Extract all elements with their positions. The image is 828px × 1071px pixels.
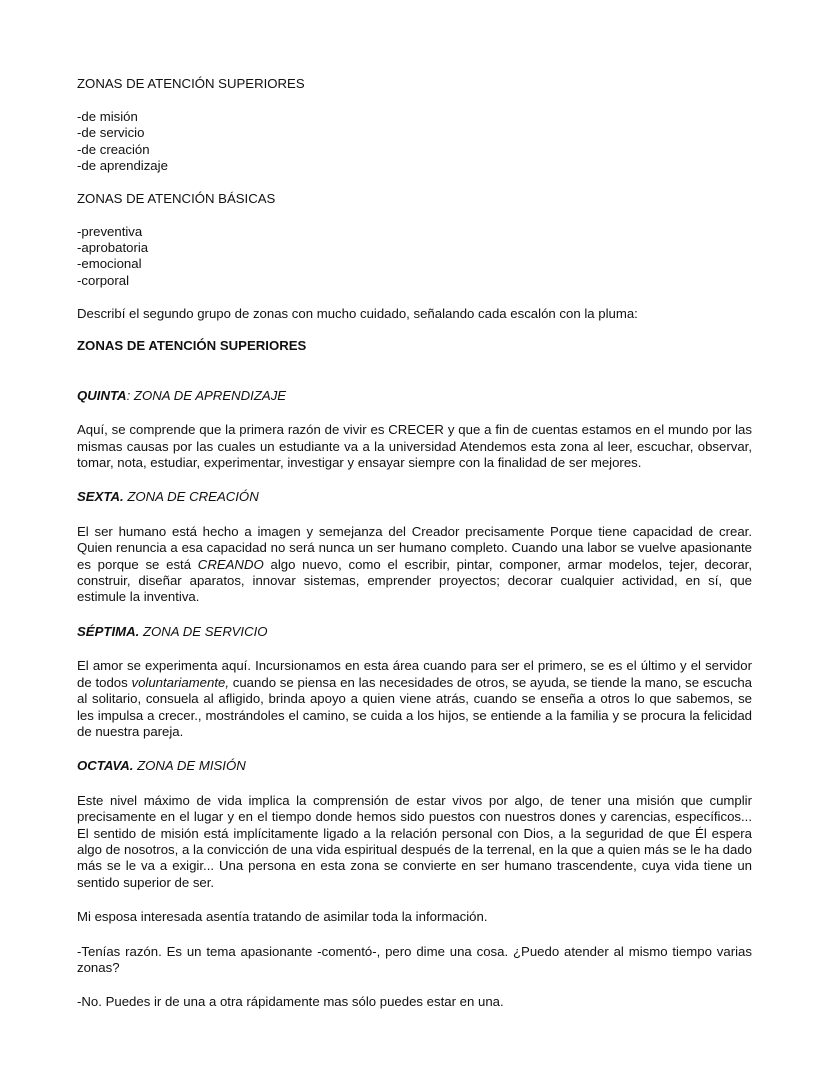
- zone-title-octava: [77, 758, 752, 774]
- section-heading-text: ZONAS DE ATENCIÓN SUPERIORES: [77, 338, 307, 354]
- dialogue-paragraph: -No. Puedes ir de una a otra rápidamente mas sólo puedes estar en una.: [77, 994, 504, 1010]
- document-body: [77, 76, 752, 1011]
- list-item: -emocional: [77, 256, 142, 272]
- zone-title: ZONA DE CREACIÓN: [123, 489, 259, 505]
- list-item: -preventiva: [77, 223, 143, 239]
- closing-paragraph: Mi esposa interesada asentía tratando de asimilar toda la información.: [77, 909, 488, 925]
- zone-paragraph: Aquí, se comprende que la primera razón de vivir es CRECER y que a fin de cuentas estamos en el mundo por las mismas causas por las cuales un estudiante va a la universidad Atendemos esta zona al leer, escuchar, observar, tomar, nota, estudiar, experimentar, investigar y ensayar siempre con la finalidad de ser mejores.: [77, 422, 752, 471]
- zone-title: ZONA DE MISIÓN: [133, 758, 246, 774]
- heading-upper-zones: ZONAS DE ATENCIÓN SUPERIORES: [77, 76, 305, 91]
- zone-title-sexta: [77, 489, 752, 505]
- zone-paragraph: [77, 658, 752, 740]
- paragraph-emphasis: CREANDO: [197, 556, 264, 572]
- zone-paragraph: Este nivel máximo de vida implica la comprensión de estar vivos por algo, de tener una misión que cumplir precisamente en el lugar y en el tiempo donde hemos sido puestos con nuestros dones y carencias, específicos... El sentido de misión está implícitamente ligado a la relación personal con Dios, a la seguridad de que Él espera algo de nosotros, a la convicción de una vida espiritual después de la terrenal, en la que a quien más se le ha dado más se le va a exigir... Una persona en esta zona se convierte en ser humano trascendente, cuya vida tiene un sentido superior de ser.: [77, 792, 752, 890]
- paragraph-text: El ser humano está hecho a imagen y semejanza del Creador precisamente Porque tiene capacidad de crear. Quien renuncia a esa capacidad no será nunca un ser humano completo. Cuando una labor se vuelve apasionante es porque se está: [77, 523, 752, 572]
- list-item: -de creación: [77, 141, 150, 157]
- paragraph-text: algo nuevo, como el escribir, pintar, componer, armar modelos, tejer, decorar, construir, diseñar aparatos, innovar sistemas, emprender proyectos; decorar cualquier actividad, en sí, que estimule la inventiva.: [77, 556, 752, 605]
- list-item: -aprobatoria: [77, 240, 149, 256]
- zone-title: ZONA DE APRENDIZAJE: [130, 387, 287, 403]
- zone-title-quinta: [77, 388, 752, 404]
- list-item: -de servicio: [77, 125, 145, 141]
- zone-label-sep: :: [126, 387, 131, 403]
- zone-title: ZONA DE SERVICIO: [139, 623, 268, 639]
- zone-title-septima: [77, 624, 752, 640]
- paragraph-text: cuando se piensa en las necesidades de otros, se ayuda, se tiende la mano, se escucha al solitario, consuela al afligido, brinda apoyo a quien viene atrás, cuando se enseña a otros lo que sabemos, se les impulsa a crecer., mostrándoles el camino, se cuida a los hijos, se entiende a la familia y se procura la felicidad de nuestra pareja.: [77, 674, 752, 739]
- heading-basic-zones: ZONAS DE ATENCIÓN BÁSICAS: [77, 190, 276, 206]
- paragraph-text: El amor se experimenta aquí. Incursionamos en esta área cuando para ser el primero, se es el último y el servidor de todos: [77, 658, 752, 690]
- list-item: -de misión: [77, 108, 138, 124]
- list-item: -corporal: [77, 272, 130, 288]
- intro-paragraph: Describí el segundo grupo de zonas con mucho cuidado, señalando cada escalón con la pluma:: [77, 305, 638, 321]
- zone-label: QUINTA: [77, 387, 127, 403]
- dialogue-paragraph: -Tenías razón. Es un tema apasionante -comentó-, pero dime una cosa. ¿Puedo atender al mismo tiempo varias zonas?: [77, 943, 752, 975]
- zone-paragraph: [77, 524, 752, 606]
- list-item: -de aprendizaje: [77, 158, 168, 174]
- section-heading-bold: [77, 338, 752, 354]
- zone-label: SÉPTIMA.: [77, 623, 140, 639]
- paragraph-emphasis: voluntariamente,: [131, 674, 229, 690]
- zone-label: OCTAVA.: [77, 758, 134, 774]
- zone-label: SEXTA.: [77, 489, 124, 505]
